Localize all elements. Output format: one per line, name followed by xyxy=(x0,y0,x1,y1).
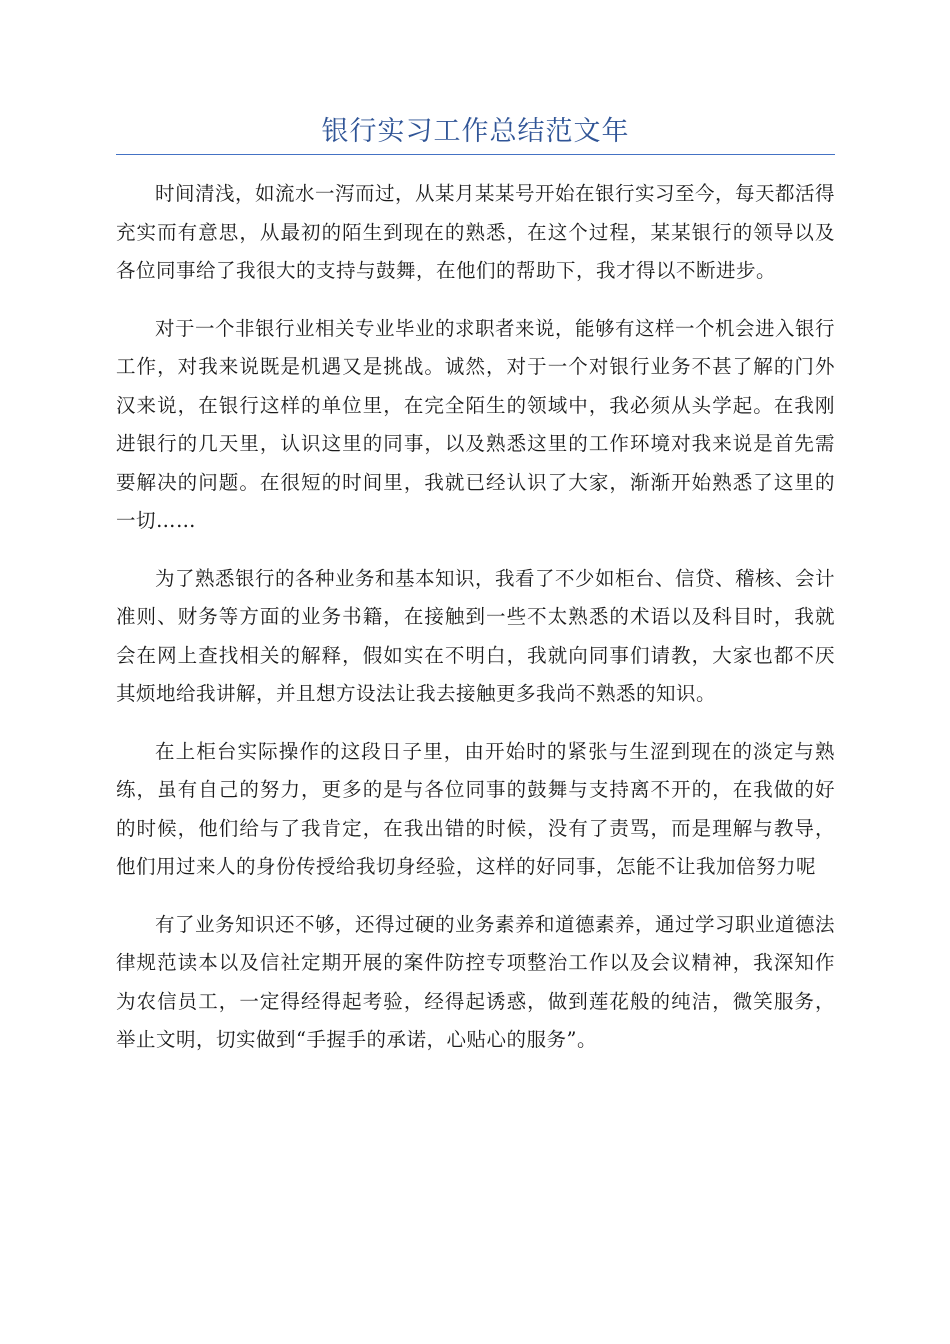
paragraph-2: 对于一个非银行业相关专业毕业的求职者来说，能够有这样一个机会进入银行工作，对我来说既是机遇又是挑战。诚然，对于一个对银行业务不甚了解的门外汉来说，在银行这样的单位里，在完全陌生的领域中，我必须从头学起。在我刚进银行的几天里，认识这里的同事，以及熟悉这里的工作环境对我来说是首先需要解决的问题。在很短的时间里，我就已经认识了大家，渐渐开始熟悉了这里的一切…… xyxy=(116,316,836,532)
paragraph-4: 在上柜台实际操作的这段日子里，由开始时的紧张与生涩到现在的淡定与熟练，虽有自己的努力，更多的是与各位同事的鼓舞与支持离不开的，在我做的好的时候，他们给与了我肯定，在我出错的时候，没有了责骂，而是理解与教导，他们用过来人的身份传授给我切身经验，这样的好同事，怎能不让我加倍努力呢 xyxy=(116,739,835,878)
paragraph-1: 时间清浅，如流水一泻而过，从某月某某号开始在银行实习至今，每天都活得充实而有意思，从最初的陌生到现在的熟悉，在这个过程，某某银行的领导以及各位同事给了我很大的支持与鼓舞，在他们的帮助下，我才得以不断进步。 xyxy=(116,182,836,282)
paragraph-3: 为了熟悉银行的各种业务和基本知识，我看了不少如柜台、信贷、稽核、会计准则、财务等方面的业务书籍，在接触到一些不太熟悉的术语以及科目时，我就会在网上查找相关的解释，假如实在不明白，我就向同事们请教，大家也都不厌其烦地给我讲解，并且想方设法让我去接触更多我尚不熟悉的知识。 xyxy=(116,566,836,705)
document-body xyxy=(116,175,835,1079)
paragraph-5: 有了业务知识还不够，还得过硬的业务素养和道德素养，通过学习职业道德法律规范读本以及信社定期开展的案件防控专项整治工作以及会议精神，我深知作为农信员工，一定得经得起考验，经得起诱惑，做到莲花般的纯洁，微笑服务，举止文明，切实做到“手握手的承诺，心贴心的服务”。 xyxy=(116,912,836,1051)
title-underline xyxy=(116,154,835,155)
document-title: 银行实习工作总结范文年 xyxy=(321,116,630,147)
